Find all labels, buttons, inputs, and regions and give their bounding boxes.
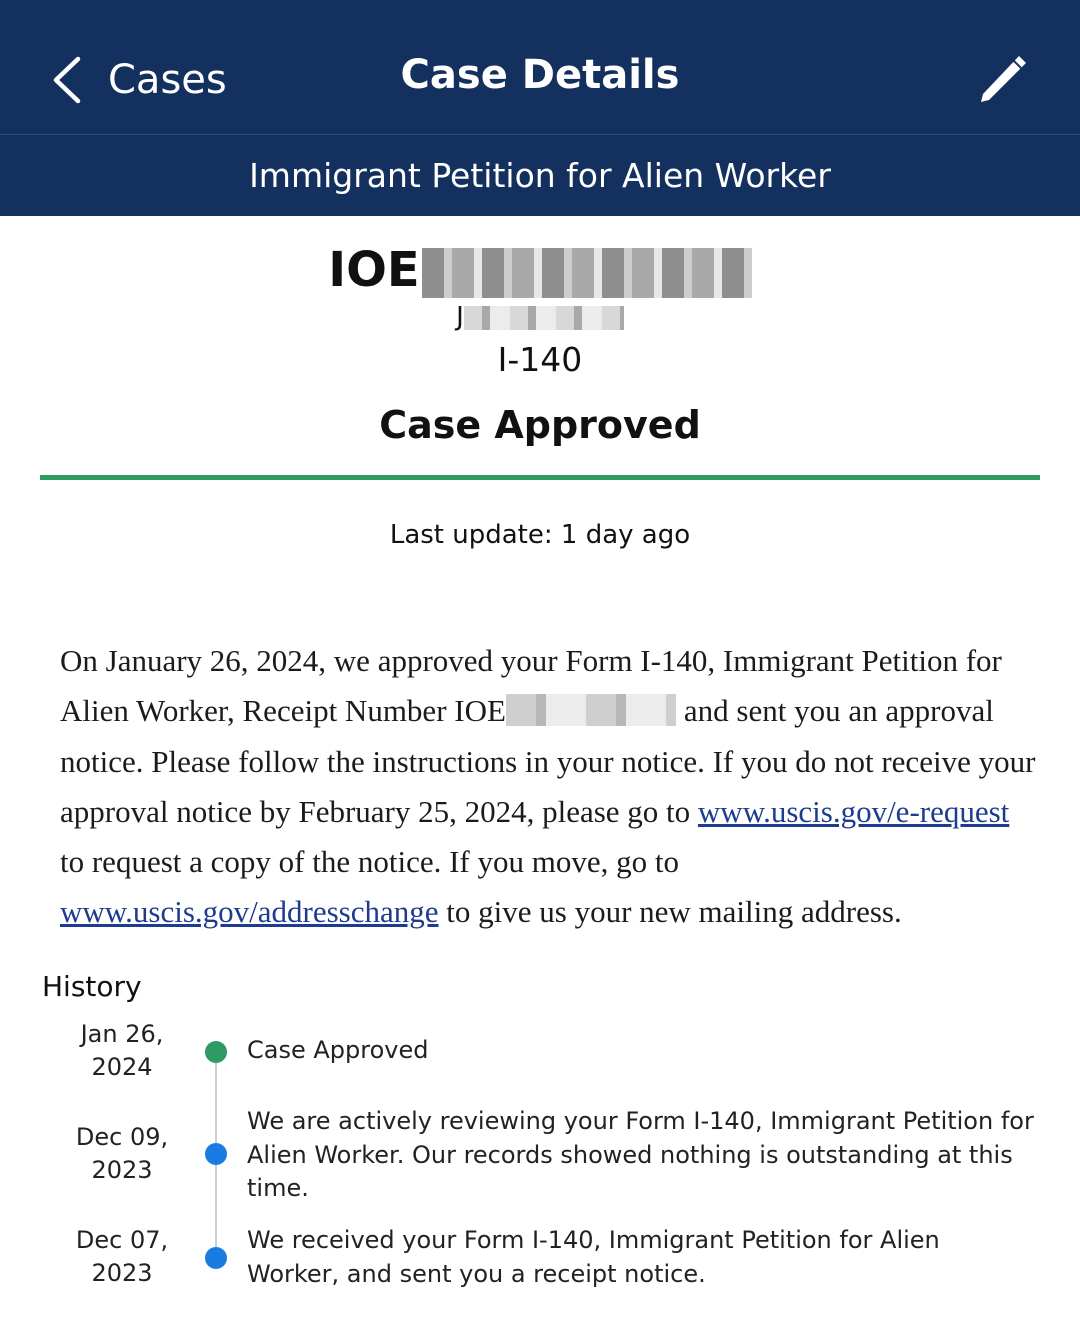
redacted-inline-receipt — [506, 694, 676, 726]
last-update: Last update: 1 day ago — [389, 520, 691, 550]
event-date: Dec 07, 2023 — [75, 1226, 169, 1287]
edit-pencil-icon[interactable] — [974, 52, 1030, 108]
event-text: We received your Form I-140, Immigrant Petition for Alien Worker, and sent you a receipt notice. — [247, 1226, 940, 1288]
receipt-prefix: IOE — [328, 242, 420, 298]
event-text: Case Approved — [247, 1036, 429, 1064]
address-change-link[interactable]: www.uscis.gov/addresschange — [60, 894, 439, 930]
status-divider — [40, 475, 1040, 480]
event-date: Dec 09, 2023 — [75, 1123, 169, 1184]
page-title: Case Details — [400, 52, 680, 98]
description-part-1: On January 26, 2024, we approved your Form I-140, Immigrant Petition for Alien Worker, Receipt Number IOE — [60, 643, 1002, 729]
redacted-name — [464, 306, 624, 330]
description-part-4: to give us your new mailing address. — [438, 894, 902, 930]
description-part-3: to request a copy of the notice. If you move, go to — [60, 844, 679, 880]
description-part-2: and sent you an approval notice. Please follow the instructions in your notice. If you do not receive your approval notice by February 25, 2024, please go to — [60, 693, 1036, 829]
status-dot-icon — [205, 1041, 227, 1063]
status-dot-icon — [205, 1143, 227, 1165]
event-text: We are actively reviewing your Form I-140, Immigrant Petition for Alien Worker. Our records showed nothing is outstanding at this time. — [247, 1107, 1034, 1202]
redacted-receipt-digits — [422, 248, 752, 298]
back-label: Cases — [108, 57, 227, 103]
name-initial: J — [456, 302, 464, 332]
case-status: Case Approved — [379, 403, 701, 447]
form-type: I-140 — [497, 340, 583, 379]
case-description — [60, 636, 1040, 938]
status-dot-icon — [205, 1247, 227, 1269]
receipt-number — [0, 240, 1080, 300]
applicant-name — [0, 300, 1080, 334]
event-date: Jan 26, 2024 — [80, 1020, 164, 1081]
e-request-link[interactable]: www.uscis.gov/e-request — [697, 793, 1010, 829]
history-heading: History — [42, 970, 142, 1003]
form-subtitle: Immigrant Petition for Alien Worker — [0, 135, 1080, 216]
navigation-bar — [0, 0, 1080, 134]
